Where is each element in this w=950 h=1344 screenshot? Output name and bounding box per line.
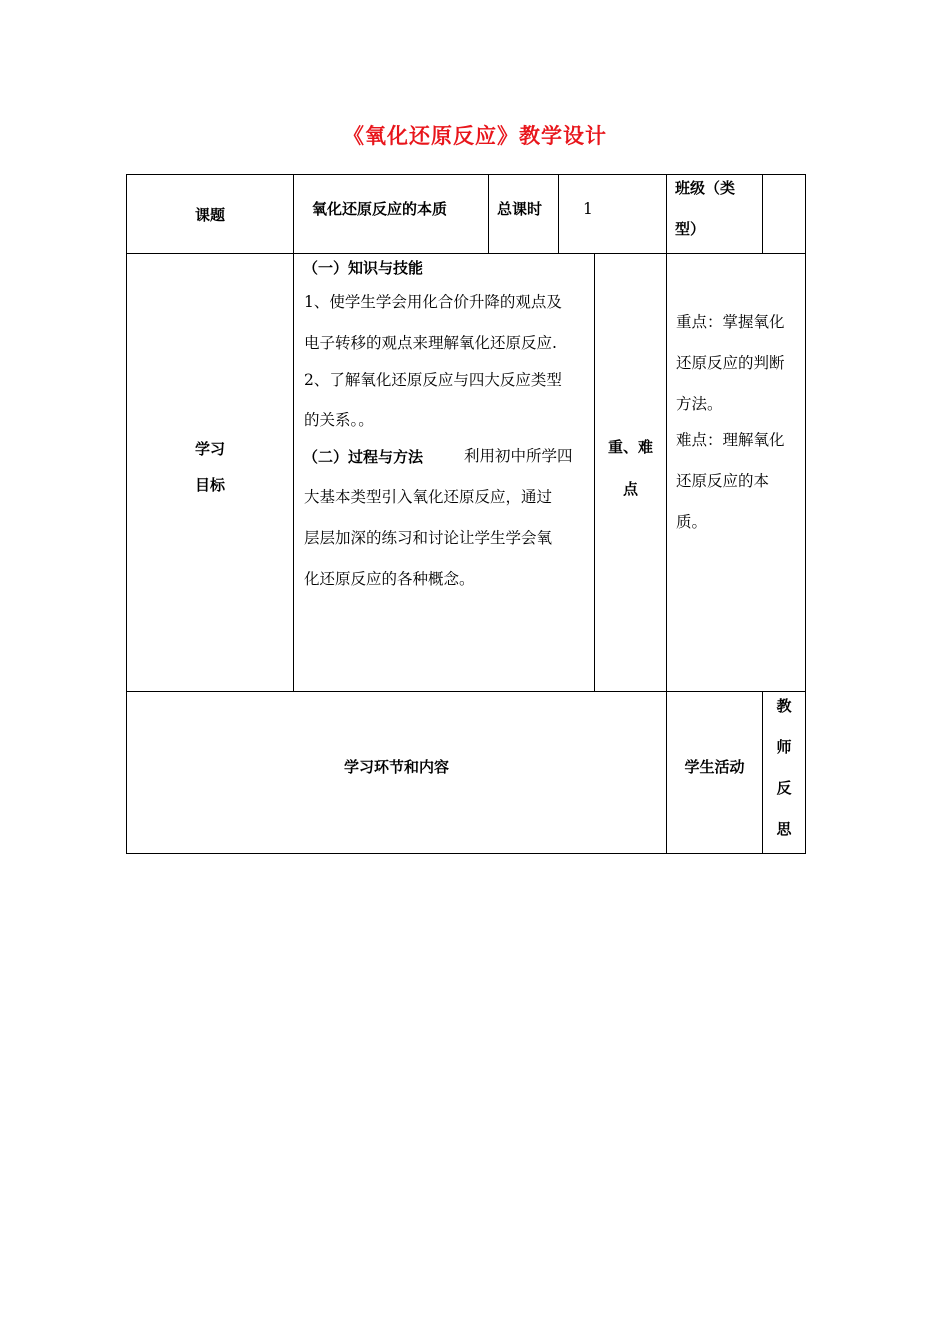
goals-label-line2: 目标 <box>194 476 225 494</box>
topic-label: 课题 <box>194 206 225 224</box>
reflection-char: 反 <box>776 779 792 797</box>
table-border-right <box>805 174 806 854</box>
goal-line: 1、使学生学会用化合价升降的观点及 <box>304 293 562 311</box>
keypoints-line: 方法。 <box>676 395 723 413</box>
goal-line: 电子转移的观点来理解氧化还原反应. <box>304 334 557 352</box>
col-divider-class-label <box>666 174 667 854</box>
content-label: 学习环节和内容 <box>343 758 449 776</box>
row-divider-1 <box>126 253 806 254</box>
section2-heading: （二）过程与方法 <box>303 448 424 466</box>
table-border-top <box>126 174 806 175</box>
col-divider-hours-value <box>558 174 559 254</box>
keypoints-label-line2: 点 <box>622 480 638 498</box>
goals-label-line1: 学习 <box>194 440 225 458</box>
col-divider-hours-label <box>488 174 489 254</box>
keypoints-line: 重点：掌握氧化 <box>676 313 785 331</box>
class-label-line1: 班级（类 <box>675 179 736 197</box>
reflection-char: 师 <box>776 738 792 756</box>
keypoints-label-line1: 重、难 <box>607 438 653 456</box>
reflection-char: 思 <box>776 820 792 838</box>
keypoints-line: 还原反应的判断 <box>676 354 785 372</box>
topic-value: 氧化还原反应的本质 <box>312 200 448 218</box>
hours-label: 总课时 <box>497 200 543 218</box>
class-label-line2: 型） <box>675 220 706 238</box>
reflection-char: 教 <box>776 697 792 715</box>
section2-first-line: 利用初中所学四 <box>464 447 573 465</box>
section2-line: 化还原反应的各种概念。 <box>304 570 475 588</box>
row-divider-2 <box>126 691 806 692</box>
goal-line: 的关系。。 <box>304 411 374 429</box>
hours-value: 1 <box>583 200 593 218</box>
keypoints-line: 还原反应的本 <box>676 472 770 490</box>
keypoints-line: 难点：理解氧化 <box>676 431 785 449</box>
col-divider-class-value <box>762 174 763 254</box>
col-divider-keypoints <box>594 253 595 692</box>
section2-line: 大基本类型引入氧化还原反应，通过 <box>304 488 553 506</box>
goal-line: 2、了解氧化还原反应与四大反应类型 <box>304 371 562 389</box>
table-border-bottom <box>126 853 806 854</box>
section2-line: 层层加深的练习和讨论让学生学会氧 <box>304 529 553 547</box>
keypoints-line: 质。 <box>676 513 708 531</box>
section1-heading: （一）知识与技能 <box>303 259 424 277</box>
student-activity-label: 学生活动 <box>684 758 745 776</box>
col-divider-label <box>293 174 294 692</box>
document-title: 《氧化还原反应》教学设计 <box>343 124 607 148</box>
table-border-left <box>126 174 127 854</box>
